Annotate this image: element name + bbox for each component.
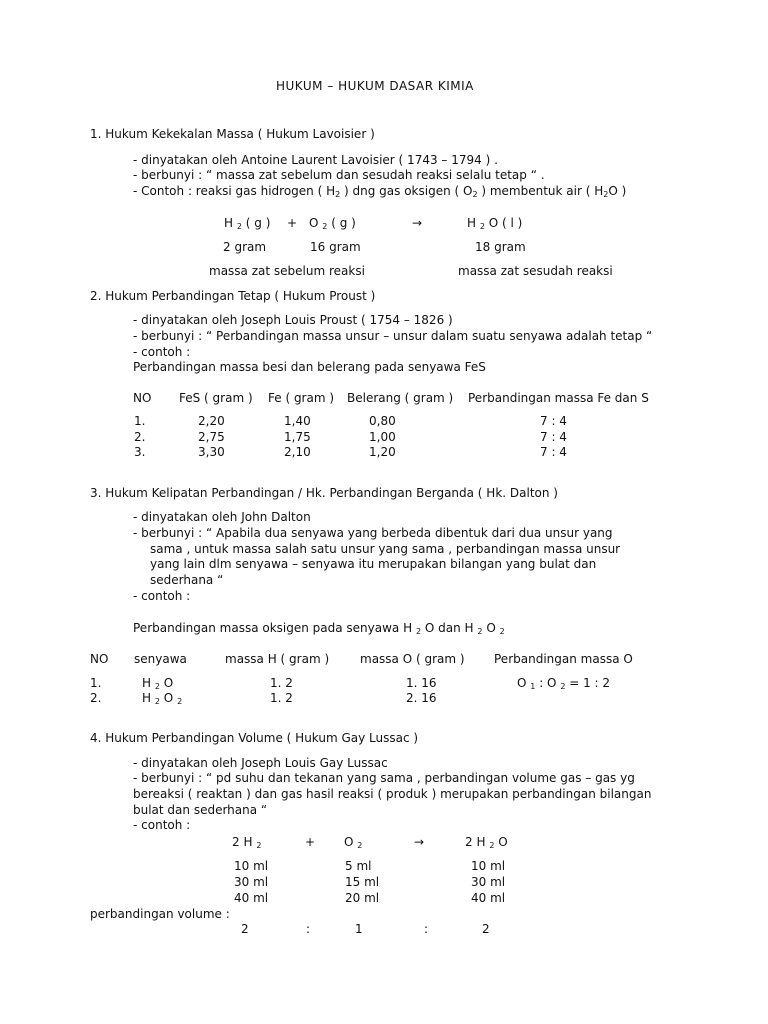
s2-bullet-2: - berbunyi : “ Perbandingan massa unsur – unsur dalam suatu senyawa adalah tetap “ xyxy=(133,329,653,343)
s2-row-1-s: 0,80 xyxy=(369,414,396,428)
section-3-heading: 3. Hukum Kelipatan Perbandingan / Hk. Perbandingan Berganda ( Hk. Dalton ) xyxy=(90,486,558,500)
s4-ratio-h2: 2 xyxy=(241,922,249,936)
s4-vol-3-h2: 40 ml xyxy=(234,891,269,905)
s3-bullet-2-line-2: sama , untuk massa salah satu unsur yang sama , perbandingan massa unsur xyxy=(150,542,621,556)
s4-vol-1-h2o: 10 ml xyxy=(471,859,506,873)
s3-header-mass-h: massa H ( gram ) xyxy=(225,652,330,666)
s3-row-1-mass-h: 1. 2 xyxy=(270,676,293,690)
s4-bullet-2-line-3: bulat dan sederhana “ xyxy=(133,803,268,817)
s2-row-2-ratio: 7 : 4 xyxy=(540,430,567,444)
s1-after-label: massa zat sesudah reaksi xyxy=(458,264,613,278)
s4-vol-3-o2: 20 ml xyxy=(345,891,380,905)
s3-row-1-compound: H $_2$ O xyxy=(142,676,174,691)
s2-row-1-ratio: 7 : 4 xyxy=(540,414,567,428)
s4-vol-1-o2: 5 ml xyxy=(345,859,372,873)
s4-vol-2-o2: 15 ml xyxy=(345,875,380,889)
s4-eq-reactant-o2: O $_2$ xyxy=(344,835,363,850)
s2-row-1-fe: 1,40 xyxy=(284,414,311,428)
s3-row-2-no: 2. xyxy=(90,691,102,705)
s2-description: Perbandingan massa besi dan belerang pada senyawa FeS xyxy=(133,360,486,374)
s3-bullet-1: - dinyatakan oleh John Dalton xyxy=(133,510,311,524)
s2-row-3-fes: 3,30 xyxy=(198,445,225,459)
s4-eq-plus: + xyxy=(305,835,316,849)
s3-ratio-result: O $_1$ : O $_2$ = 1 : 2 xyxy=(517,676,611,691)
s1-mass-2: 16 gram xyxy=(310,240,361,254)
s4-vol-2-h2o: 30 ml xyxy=(471,875,506,889)
s3-row-1-no: 1. xyxy=(90,676,102,690)
s4-eq-arrow: → xyxy=(414,835,425,849)
s2-bullet-1: - dinyatakan oleh Joseph Louis Proust ( 1754 – 1826 ) xyxy=(133,313,453,327)
s2-row-3-s: 1,20 xyxy=(369,445,396,459)
s2-row-2-no: 2. xyxy=(134,430,146,444)
s4-ratio-o2: 1 xyxy=(355,922,363,936)
s4-vol-2-h2: 30 ml xyxy=(234,875,269,889)
s2-row-3-fe: 2,10 xyxy=(284,445,311,459)
s1-eq-product: H $_2$ O ( l ) xyxy=(467,216,523,231)
s1-mass-1: 2 gram xyxy=(223,240,267,254)
s4-ratio-colon-2: : xyxy=(424,922,429,936)
s4-bullet-3: - contoh : xyxy=(133,818,191,832)
s3-bullet-3: - contoh : xyxy=(133,589,191,603)
s4-vol-1-h2: 10 ml xyxy=(234,859,269,873)
s2-header-ratio: Perbandingan massa Fe dan S xyxy=(468,391,649,405)
page-title: HUKUM – HUKUM DASAR KIMIA xyxy=(276,79,474,93)
s1-eq-arrow: → xyxy=(412,216,423,230)
s2-row-1-fes: 2,20 xyxy=(198,414,225,428)
s3-header-ratio: Perbandingan massa O xyxy=(494,652,633,666)
s2-row-3-ratio: 7 : 4 xyxy=(540,445,567,459)
s4-bullet-2-line-2: bereaksi ( reaktan ) dan gas hasil reaksi ( produk ) merupakan perbandingan bilangan xyxy=(133,787,652,801)
section-2-heading: 2. Hukum Perbandingan Tetap ( Hukum Proust ) xyxy=(90,289,376,303)
s1-eq-plus: + xyxy=(287,216,298,230)
s2-header-fe: Fe ( gram ) xyxy=(268,391,335,405)
s3-row-2-mass-o: 2. 16 xyxy=(406,691,437,705)
s4-ratio-label: perbandingan volume : xyxy=(90,907,230,921)
s3-row-1-mass-o: 1. 16 xyxy=(406,676,437,690)
s2-row-3-no: 3. xyxy=(134,445,146,459)
s2-row-1-no: 1. xyxy=(134,414,146,428)
s4-bullet-1: - dinyatakan oleh Joseph Louis Gay Lussac xyxy=(133,756,388,770)
s1-eq-reactant-o2: O $_2$ ( g ) xyxy=(309,216,356,231)
s2-row-2-fe: 1,75 xyxy=(284,430,311,444)
s4-ratio-colon-1: : xyxy=(306,922,311,936)
s4-ratio-h2o: 2 xyxy=(482,922,490,936)
s1-bullet-3: - Contoh : reaksi gas hidrogen ( $H_2$ ) dng gas oksigen ( $O_2$ ) membentuk air ( $H_2O$ ) xyxy=(133,184,627,199)
s1-before-label: massa zat sebelum reaksi xyxy=(209,264,365,278)
s1-bullet-1: - dinyatakan oleh Antoine Laurent Lavoisier ( 1743 – 1794 ) . xyxy=(133,153,498,167)
s3-header-mass-o: massa O ( gram ) xyxy=(360,652,465,666)
s3-header-no: NO xyxy=(90,652,109,666)
s3-bullet-2-line-1: - berbunyi : “ Apabila dua senyawa yang berbeda dibentuk dari dua unsur yang xyxy=(133,526,613,540)
s3-header-senyawa: senyawa xyxy=(134,652,187,666)
s2-header-fes: FeS ( gram ) xyxy=(179,391,253,405)
s3-bullet-2-line-3: yang lain dlm senyawa – senyawa itu merupakan bilangan yang bulat dan xyxy=(150,557,597,571)
s2-row-2-fes: 2,75 xyxy=(198,430,225,444)
s3-description: Perbandingan massa oksigen pada senyawa H $_2$ O dan H $_2$ O $_2$ xyxy=(133,621,505,636)
s4-bullet-2-line-1: - berbunyi : “ pd suhu dan tekanan yang sama , perbandingan volume gas – gas yg xyxy=(133,771,635,785)
s2-header-belerang: Belerang ( gram ) xyxy=(347,391,454,405)
s2-bullet-3: - contoh : xyxy=(133,345,191,359)
s2-row-2-s: 1,00 xyxy=(369,430,396,444)
s4-eq-product: 2 H $_2$ O xyxy=(465,835,508,850)
s1-eq-reactant-h2: H $_2$ ( g ) xyxy=(224,216,271,231)
s2-header-no: NO xyxy=(133,391,152,405)
section-4-heading: 4. Hukum Perbandingan Volume ( Hukum Gay Lussac ) xyxy=(90,731,419,745)
s1-mass-3: 18 gram xyxy=(475,240,526,254)
s4-eq-reactant-h2: 2 H $_2$ xyxy=(232,835,262,850)
section-1-heading: 1. Hukum Kekekalan Massa ( Hukum Lavoisier ) xyxy=(90,127,375,141)
s3-row-2-compound: H $_2$ O $_2$ xyxy=(142,691,183,706)
s1-bullet-2: - berbunyi : “ massa zat sebelum dan sesudah reaksi selalu tetap “ . xyxy=(133,168,545,182)
s3-row-2-mass-h: 1. 2 xyxy=(270,691,293,705)
s4-vol-3-h2o: 40 ml xyxy=(471,891,506,905)
s3-bullet-2-line-4: sederhana “ xyxy=(150,573,224,587)
